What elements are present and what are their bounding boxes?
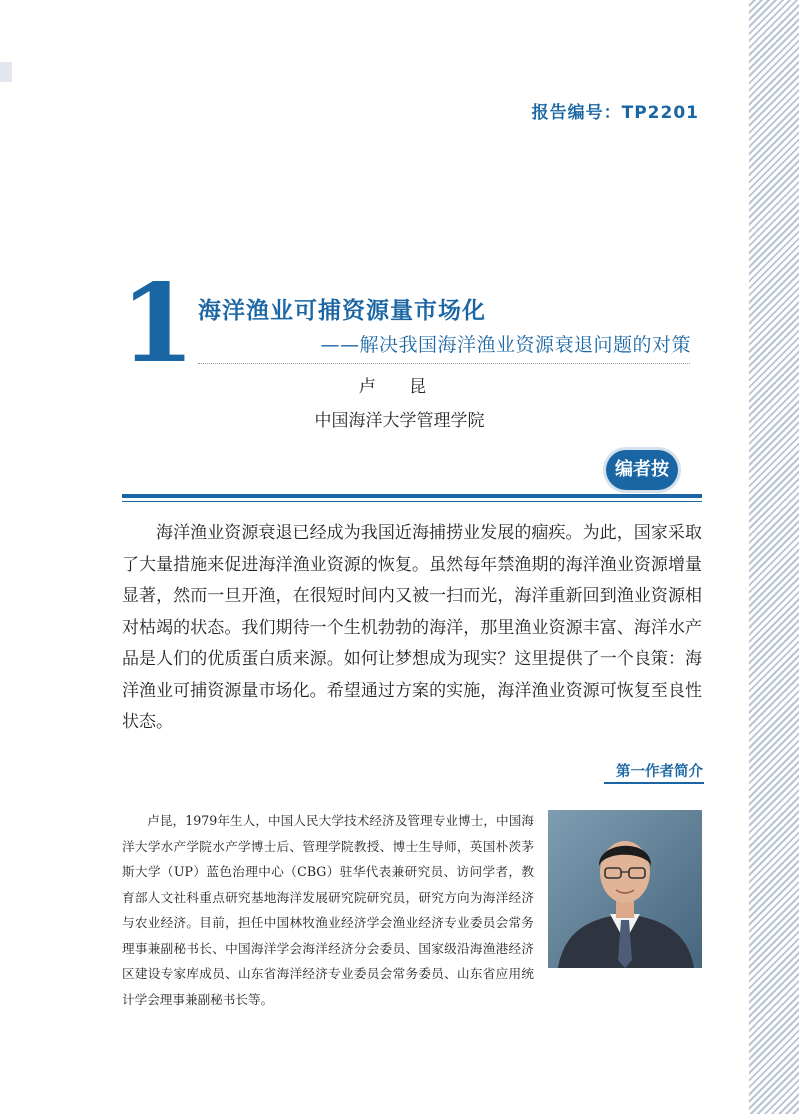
editor-note-badge: 编者按 [606, 450, 678, 490]
chapter-title: 海洋渔业可捕资源量市场化 [198, 297, 486, 324]
section-rule-thick [122, 494, 702, 498]
left-page-tab [0, 62, 12, 82]
section-rule-thin [122, 501, 702, 502]
bio-heading-underline [604, 782, 704, 784]
author-bio [122, 808, 702, 1012]
chapter-number: 1 [120, 261, 196, 387]
author-affiliation: 中国海洋大学管理学院 [314, 411, 485, 431]
author-photo [548, 810, 702, 968]
author-name: 卢 昆 [358, 377, 441, 397]
author-bio-text: 卢昆，1979年生人，中国人民大学技术经济及管理专业博士，中国海洋大学水产学院水产学博士后、管理学院教授、博士生导师，英国朴茨茅斯大学（UP）蓝色治理中心（CBG）驻华代表兼研究员、访问学者，教育部人文社科重点研究基地海洋发展研究院研究员，研究方向为海洋经济与农业经济。目前，担任中国林牧渔业经济学会渔业经济专业委员会常务理事兼副秘书长、中国海洋学会海洋经济分会委员、国家级沿海渔港经济区建设专家库成员、山东省海洋经济专业委员会常务委员、山东省应用统计学会理事兼副秘书长等。 [122, 813, 534, 1007]
title-divider [198, 363, 690, 364]
decorative-hatch-strip [749, 0, 799, 1114]
report-number: 报告编号：TP2201 [531, 103, 699, 123]
chapter-subtitle: ——解决我国海洋渔业资源衰退问题的对策 [320, 334, 691, 356]
editor-note-text: 海洋渔业资源衰退已经成为我国近海捕捞业发展的痼疾。为此，国家采取了大量措施来促进海洋渔业资源的恢复。虽然每年禁渔期的海洋渔业资源增量显著，然而一旦开渔，在很短时间内又被一扫而光，海洋重新回到渔业资源相对枯竭的状态。我们期待一个生机勃勃的海洋，那里渔业资源丰富、海洋水产品是人们的优质蛋白质来源。如何让梦想成为现实？这里提供了一个良策：海洋渔业可捕资源量市场化。希望通过方案的实施，海洋渔业资源可恢复至良性状态。 [122, 523, 702, 732]
author-bio-heading: 第一作者简介 [616, 763, 703, 780]
